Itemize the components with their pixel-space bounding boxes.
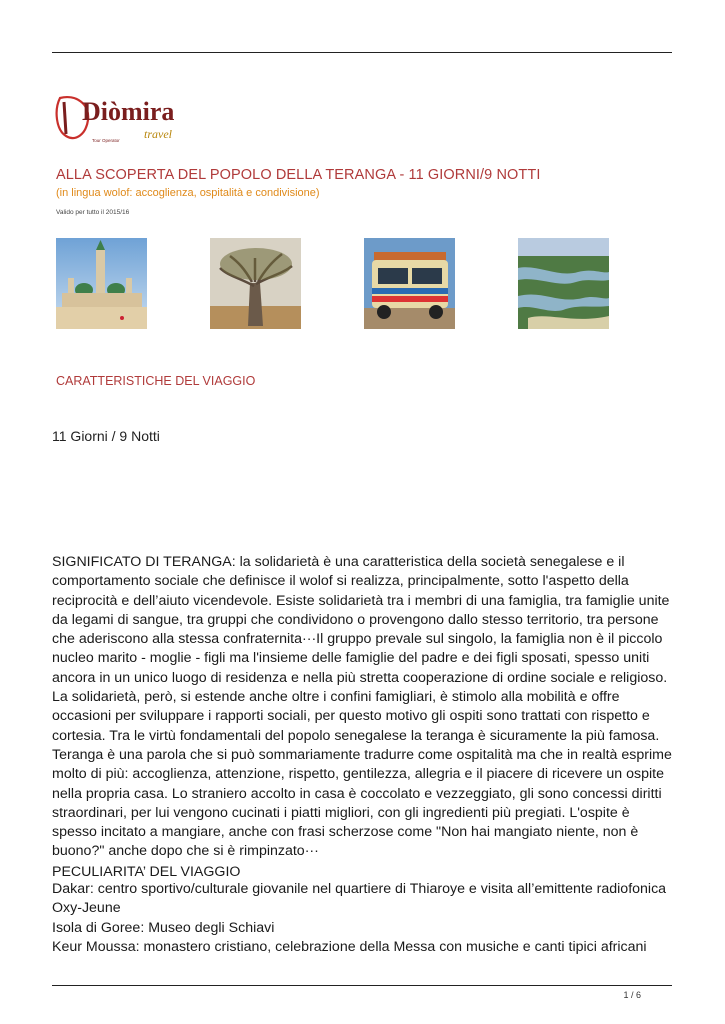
logo-brand: Diòmira xyxy=(82,97,175,126)
delta-photo xyxy=(518,238,609,329)
list-item: Dakar: centro sportivo/culturale giovanile nel quartiere di Thiaroye e visita all’emittente radiofonica Oxy-Jeune xyxy=(52,881,667,917)
characteristics-heading: CARATTERISTICHE DEL VIAGGIO xyxy=(56,374,256,388)
footer-rule xyxy=(52,985,672,986)
trip-duration: 11 Giorni / 9 Notti xyxy=(52,428,160,444)
list-item: Keur Moussa: monastero cristiano, celebrazione della Messa con musiche e canti tipici africani xyxy=(52,938,647,955)
page-title: ALLA SCOPERTA DEL POPOLO DELLA TERANGA - 11 GIORNI/9 NOTTI xyxy=(56,167,541,183)
logo-graphic xyxy=(52,90,192,150)
baobab-photo xyxy=(210,238,301,329)
mosque-photo xyxy=(56,238,147,329)
peculiarities-heading: PECULIARITA’ DEL VIAGGIO xyxy=(52,864,241,880)
list-item: Isola di Goree: Museo degli Schiavi xyxy=(52,919,275,936)
page-number: 1 / 6 xyxy=(623,990,641,1000)
validity-note: Valido per tutto il 2015/16 xyxy=(56,209,130,216)
logo-sub: travel xyxy=(144,127,172,141)
teranga-paragraph: SIGNIFICATO DI TERANGA: la solidarietà è una caratteristica della società senegalese e il comportamento sociale che definisce il wolof si realizza, principalmente, sotto l'aspetto della reciprocità e dell’aiuto vicendevole. Esiste solidarietà tra i membri di una famiglia, tra famiglie unite da legami di sangue, tra gruppi che condividono o provengono dallo stesso territorio, tra persone che aderiscono alla stessa confraternita···Il gruppo prevale sul singolo, la famiglia non è il piccolo nucleo marito - moglie - figli ma l'insieme delle famiglie del padre e dei figli sposati, spesso uniti ancora in un unico luogo di residenza e nella più stretta cooperazione di ordine sociale e religioso. La solidarietà, però, si estende anche oltre i confini famigliari, è stimolo alla mobilità e offre occasioni per sviluppare i rapporti sociali, per questo motivo gli ospiti sono trattati con rispetto e cortesia. Tra le virtù fondamentali del popolo senegalese la teranga è sicuramente la più famosa. Teranga è una parola che si può sommariamente tradurre come ospitalità ma che in realtà esprime molto di più: accoglienza, attenzione, rispetto, gentilezza, allegria e il piacere di ricevere un ospite nella propria casa. Lo straniero accolto in casa è coccolato e vezzeggiato, gli sono concessi diritti straordinari, per lui vengono cucinati i piatti migliori, con gli ingredienti più pregiati. L'ospite è spesso incitato a mangiare, anche con frasi scherzose come "Non hai mangiato niente, non è buono?" anche dopo che si è rimpinzato··· xyxy=(52,554,672,860)
diomira-logo xyxy=(52,90,192,150)
page-subtitle: (in lingua wolof: accoglienza, ospitalità e condivisione) xyxy=(56,187,320,199)
bus-photo xyxy=(364,238,455,329)
header-rule xyxy=(52,52,672,53)
peculiarities-list xyxy=(52,880,682,957)
logo-tagline: Tour Operator xyxy=(92,138,120,143)
